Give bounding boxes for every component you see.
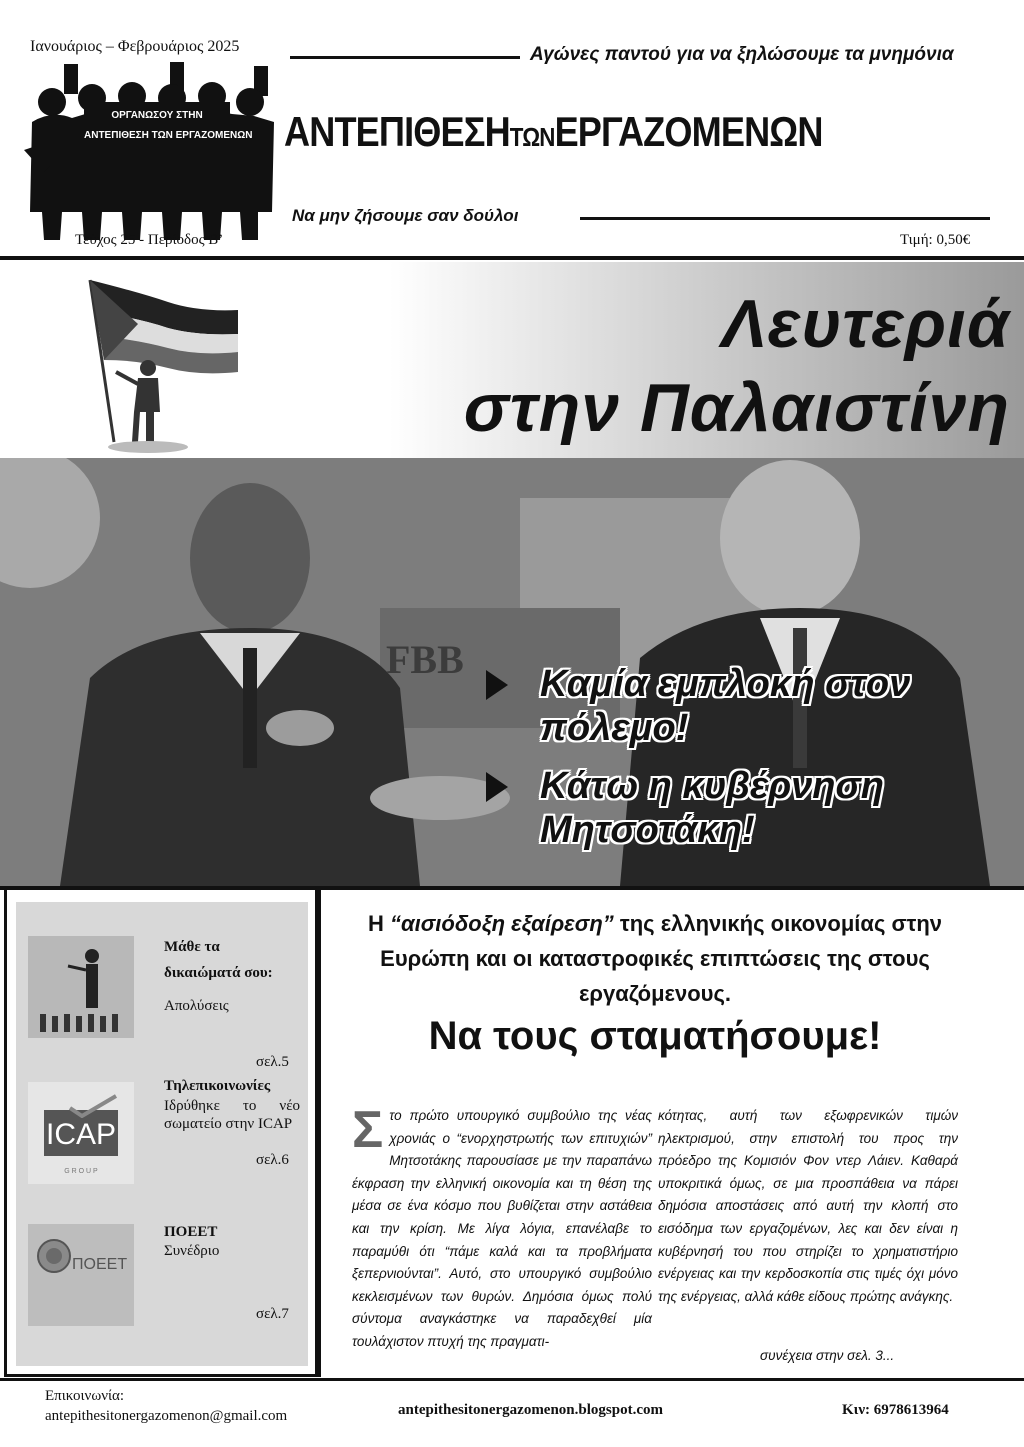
- icap-thumbnail: [28, 1082, 134, 1184]
- title-part3: ΕΡΓΑΖΟΜΕΝΩΝ: [554, 108, 823, 155]
- title-part1: ΑΝΤΕΠΙΘΕΣΗ: [284, 108, 510, 155]
- article-headline: Να τους σταματήσουμε!: [428, 1014, 882, 1058]
- checkmark-icon: [68, 1094, 118, 1118]
- contact-label: Επικοινωνία:: [45, 1388, 125, 1404]
- sidebar-item-telecom-page: σελ.6: [256, 1152, 289, 1168]
- lead-pre: Η: [367, 911, 390, 936]
- sidebar-item-telecom-text: Ιδρύθηκε το νέο σωματείο στην ICAP: [164, 1098, 300, 1132]
- article-column-2: κότητας, αυτή των εξωφρενικών τιμών ηλεκτρισμού, στην επιστολή του προς την πρόεδρο της Κομισιόν Φον ντερ Λάιεν. Καθαρά υποκριτικά όμως, σε μια προσπάθεια να πάρει δημόσια αποστάσεις από αυτή την κλοπή στο εισόδημα των εργαζομένων, λες και δεν είναι η κυβέρνησή του που στηρίζει το χρηματιστήριο ενέργειας και την κερδοσκοπία στις τιμές όχι μόνο της ενέργειας, αλλά κάθε είδους πρώτης ανάγκης.: [658, 1108, 958, 1304]
- workers-silhouette-logo: [22, 62, 282, 242]
- icap-logo-subtext: G R O U P: [64, 1168, 98, 1175]
- phone-number: Κιν: 6978613964: [842, 1402, 949, 1418]
- newspaper-title: [284, 108, 823, 156]
- logo-text-line2: ΑΝΤΕΠΙΘΕΣΗ ΤΩΝ ΕΡΓΑΖΟΜΕΝΩΝ: [84, 130, 253, 141]
- palestine-flag-child-illustration: [78, 272, 248, 457]
- masthead-divider: [0, 256, 1024, 260]
- blog-url: antepithesitonergazomenon.blogspot.com: [398, 1402, 663, 1418]
- continued-link: συνέχεια στην σελ. 3...: [760, 1348, 895, 1363]
- slogan-divider: [290, 56, 520, 59]
- headline-line1: Λευτεριά: [721, 286, 1010, 362]
- sidebar-item-poeet-title: ΠΟΕΕΤ: [164, 1224, 218, 1240]
- bullet-arrow-icon: [486, 670, 508, 700]
- article-column-1: [352, 1101, 652, 1354]
- issue-date: Ιανουάριος – Φεβρουάριος 2025: [30, 38, 240, 55]
- column-divider: [318, 890, 321, 1377]
- price: Τιμή: 0,50€: [900, 232, 971, 248]
- bullet-down-government: Κάτω η κυβέρνηση Μητσοτάκη!: [540, 765, 884, 851]
- rights-thumbnail: [28, 936, 134, 1038]
- boss-workers-icon: [28, 936, 134, 1038]
- logo: [22, 62, 282, 242]
- article-text-1: το πρώτο υπουργικό συμβούλιο της νέας χρονιάς ο “ενορχηστρωτής των επιτυχιών” Μητσοτάκης παρουσίασε με την παραπάνω έκφραση την ελληνική οικονομία και τη θέση της μέσα σε ένα κόσμο που βυθίζεται στην αστάθεια και την κρίση. Με λίγα λόγια, επανέλαβε το παραμύθι ότι “πάμε καλά και τα προβλήματα ξεπερνιούνται”. Αυτό, στο υπουργικό συμβούλιο κεκλεισμένων των θυρών. Δημόσια όμως πολύ σύντομα αναγκάστηκε να παραδεχθεί μία τουλάχιστον πτυχή της πραγματι-: [352, 1108, 652, 1349]
- front-headline: [330, 282, 1010, 450]
- sidebar-item-rights-page: σελ.5: [256, 1054, 289, 1070]
- seal-icon: [36, 1238, 72, 1274]
- flag-icon: [78, 272, 248, 457]
- contact-email: antepithesitonergazomenon@gmail.com: [45, 1408, 288, 1424]
- poeet-logo-text: ΠΟΕΕΤ: [72, 1256, 128, 1273]
- sub-slogan: Να μην ζήσουμε σαν δούλοι: [292, 206, 519, 225]
- sidebar-item-poeet-text: Συνέδριο: [164, 1243, 220, 1259]
- bullet-arrow-icon: [486, 772, 508, 802]
- issue-number: Τεύχος 25 - Περίοδος Β’: [75, 232, 224, 248]
- lead-emphasis: “αισιόδοξη εξαίρεση”: [389, 911, 614, 936]
- rights-title-line2: δικαιώματά σου:: [164, 965, 273, 981]
- drop-cap: Σ: [352, 1101, 384, 1159]
- article-lead: [334, 906, 976, 1011]
- title-part2: ΤΩΝ: [509, 122, 555, 152]
- icap-logo-text: ICAP: [45, 1118, 117, 1151]
- footer-divider: [0, 1378, 1024, 1381]
- sidebar-item-rights-text: Απολύσεις: [164, 998, 229, 1014]
- lead-post: της ελληνικής οικονομίας στην Ευρώπη και οι καταστροφικές επιπτώσεις της στους εργαζόμενους.: [380, 911, 943, 1006]
- sidebar-item-rights-title: [164, 934, 273, 986]
- photo-sign-text: FBB: [386, 637, 464, 682]
- bullet-no-war: Καμία εμπλοκή στον πόλεμο!: [540, 663, 911, 749]
- subslogan-divider: [580, 217, 990, 220]
- poeet-thumbnail: [28, 1224, 134, 1326]
- rights-title-line1: Μάθε τα: [164, 939, 220, 955]
- headline-line2: στην Παλαιστίνη: [463, 370, 1010, 446]
- sidebar-item-poeet-page: σελ.7: [256, 1306, 289, 1322]
- logo-text-line1: ΟΡΓΑΝΩΣΟΥ ΣΤΗΝ: [111, 110, 203, 121]
- sidebar-item-telecom-title: Τηλεπικοινωνίες: [164, 1078, 271, 1094]
- top-slogan: Αγώνες παντού για να ξηλώσουμε τα μνημόνια: [530, 44, 954, 65]
